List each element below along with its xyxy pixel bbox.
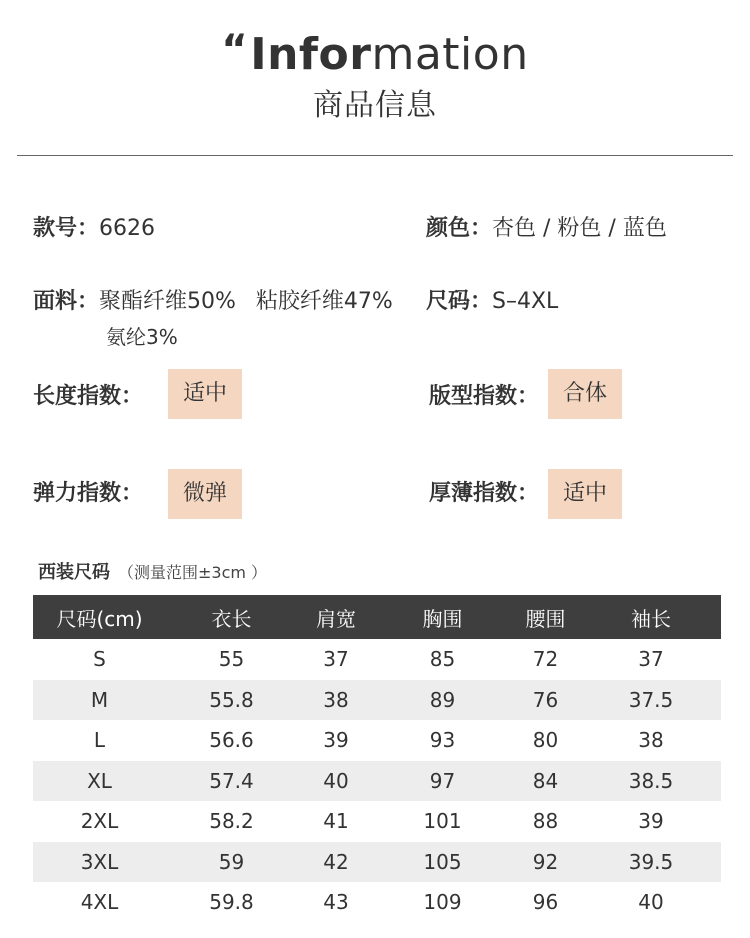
size-table [33,595,721,923]
english-title [0,27,750,80]
table-cell: 3XL [33,842,166,883]
header-chest: 胸围 [375,595,510,639]
table-cell: 84 [510,761,581,802]
table-row [33,761,721,802]
table-row [33,680,721,721]
table-cell: 39.5 [581,842,721,883]
table-cell: 38 [297,680,375,721]
fabric-line-2 [106,322,178,352]
table-cell: 39 [323,728,349,753]
header-sleeve: 袖长 [581,595,721,639]
table-row [33,842,721,883]
table-cell: M [33,680,166,721]
table-cell: 93 [429,728,456,753]
table-cell: 40 [297,761,375,802]
table-cell: 37 [638,647,664,672]
table-cell: 97 [375,761,510,802]
chinese-title: 商品信息 [313,88,437,123]
table-cell: 89 [375,680,510,721]
size-label: 尺码： [426,289,493,314]
table-cell: 101 [423,809,462,834]
header-shoulder: 肩宽 [297,595,375,639]
table-cell: 55 [218,647,245,672]
table-cell: 72 [532,647,559,672]
table-cell: 42 [297,842,375,883]
length-index-badge: 适中 [168,369,242,419]
table-cell: 88 [532,809,559,834]
table-cell: 85 [429,647,456,672]
length-index-label: 长度指数： [33,384,144,409]
table-cell: 4XL [80,890,119,915]
table-cell: 37 [323,647,349,672]
table-cell: 58.2 [209,809,254,834]
fabric-label: 面料： [33,289,100,314]
size-chart-title-text: 西装尺码 [38,562,110,583]
table-cell: 57.4 [166,761,297,802]
table-row [33,639,721,680]
fabric-value-2: 氨纶3% [106,325,178,349]
style-no [33,212,155,245]
color-label: 颜色： [426,216,493,241]
elasticity-index-badge: 微弹 [168,469,242,519]
quote-mark: “ [221,27,249,73]
table-cell: 37.5 [581,680,721,721]
table-cell: 38 [638,728,664,753]
elasticity-index-label: 弹力指数： [33,481,144,506]
fabric-value-1b: 粘胶纤维47% [255,289,393,314]
table-cell: 59.8 [209,890,254,915]
header [0,27,750,123]
fabric-value-1: 聚酯纤维50% [99,289,236,314]
fabric-info [33,285,423,318]
color-info [426,212,667,245]
header-size: 尺码(cm) [33,595,166,639]
table-cell: 76 [510,680,581,721]
size-chart-note: （测量范围±3cm ） [118,563,268,582]
color-value: 杏色 / 粉色 / 蓝色 [492,216,667,241]
table-cell: 38.5 [581,761,721,802]
table-row [33,882,721,923]
size-value: S–4XL [492,289,559,314]
table-cell: 59 [166,842,297,883]
thickness-index-label: 厚薄指数： [429,481,540,506]
table-cell: 55.8 [166,680,297,721]
fit-index-label: 版型指数： [429,384,540,409]
size-chart-title [38,558,267,584]
table-cell: 105 [375,842,510,883]
fit-index-badge: 合体 [548,369,622,419]
table-cell: 96 [532,890,559,915]
size-info [426,285,558,318]
table-cell: 41 [323,809,349,834]
table-cell: S [93,647,106,672]
header-waist: 腰围 [510,595,581,639]
table-row [33,720,721,761]
english-title-light: mation [371,29,529,80]
table-header-row [33,595,721,639]
table-cell: 43 [323,890,349,915]
header-divider [17,155,733,156]
table-cell: 92 [510,842,581,883]
table-cell: 80 [532,728,559,753]
table-cell: 109 [423,890,462,915]
thickness-index-badge: 适中 [548,469,622,519]
style-no-value: 6626 [99,216,156,241]
table-row [33,801,721,842]
table-cell: 40 [638,890,664,915]
table-cell: L [93,728,106,753]
table-cell: 56.6 [209,728,254,753]
header-length: 衣长 [166,595,297,639]
english-title-bold: Infor [250,29,372,80]
table-cell: XL [33,761,166,802]
style-no-label: 款号： [33,216,100,241]
table-cell: 2XL [80,809,119,834]
table-cell: 39 [638,809,664,834]
